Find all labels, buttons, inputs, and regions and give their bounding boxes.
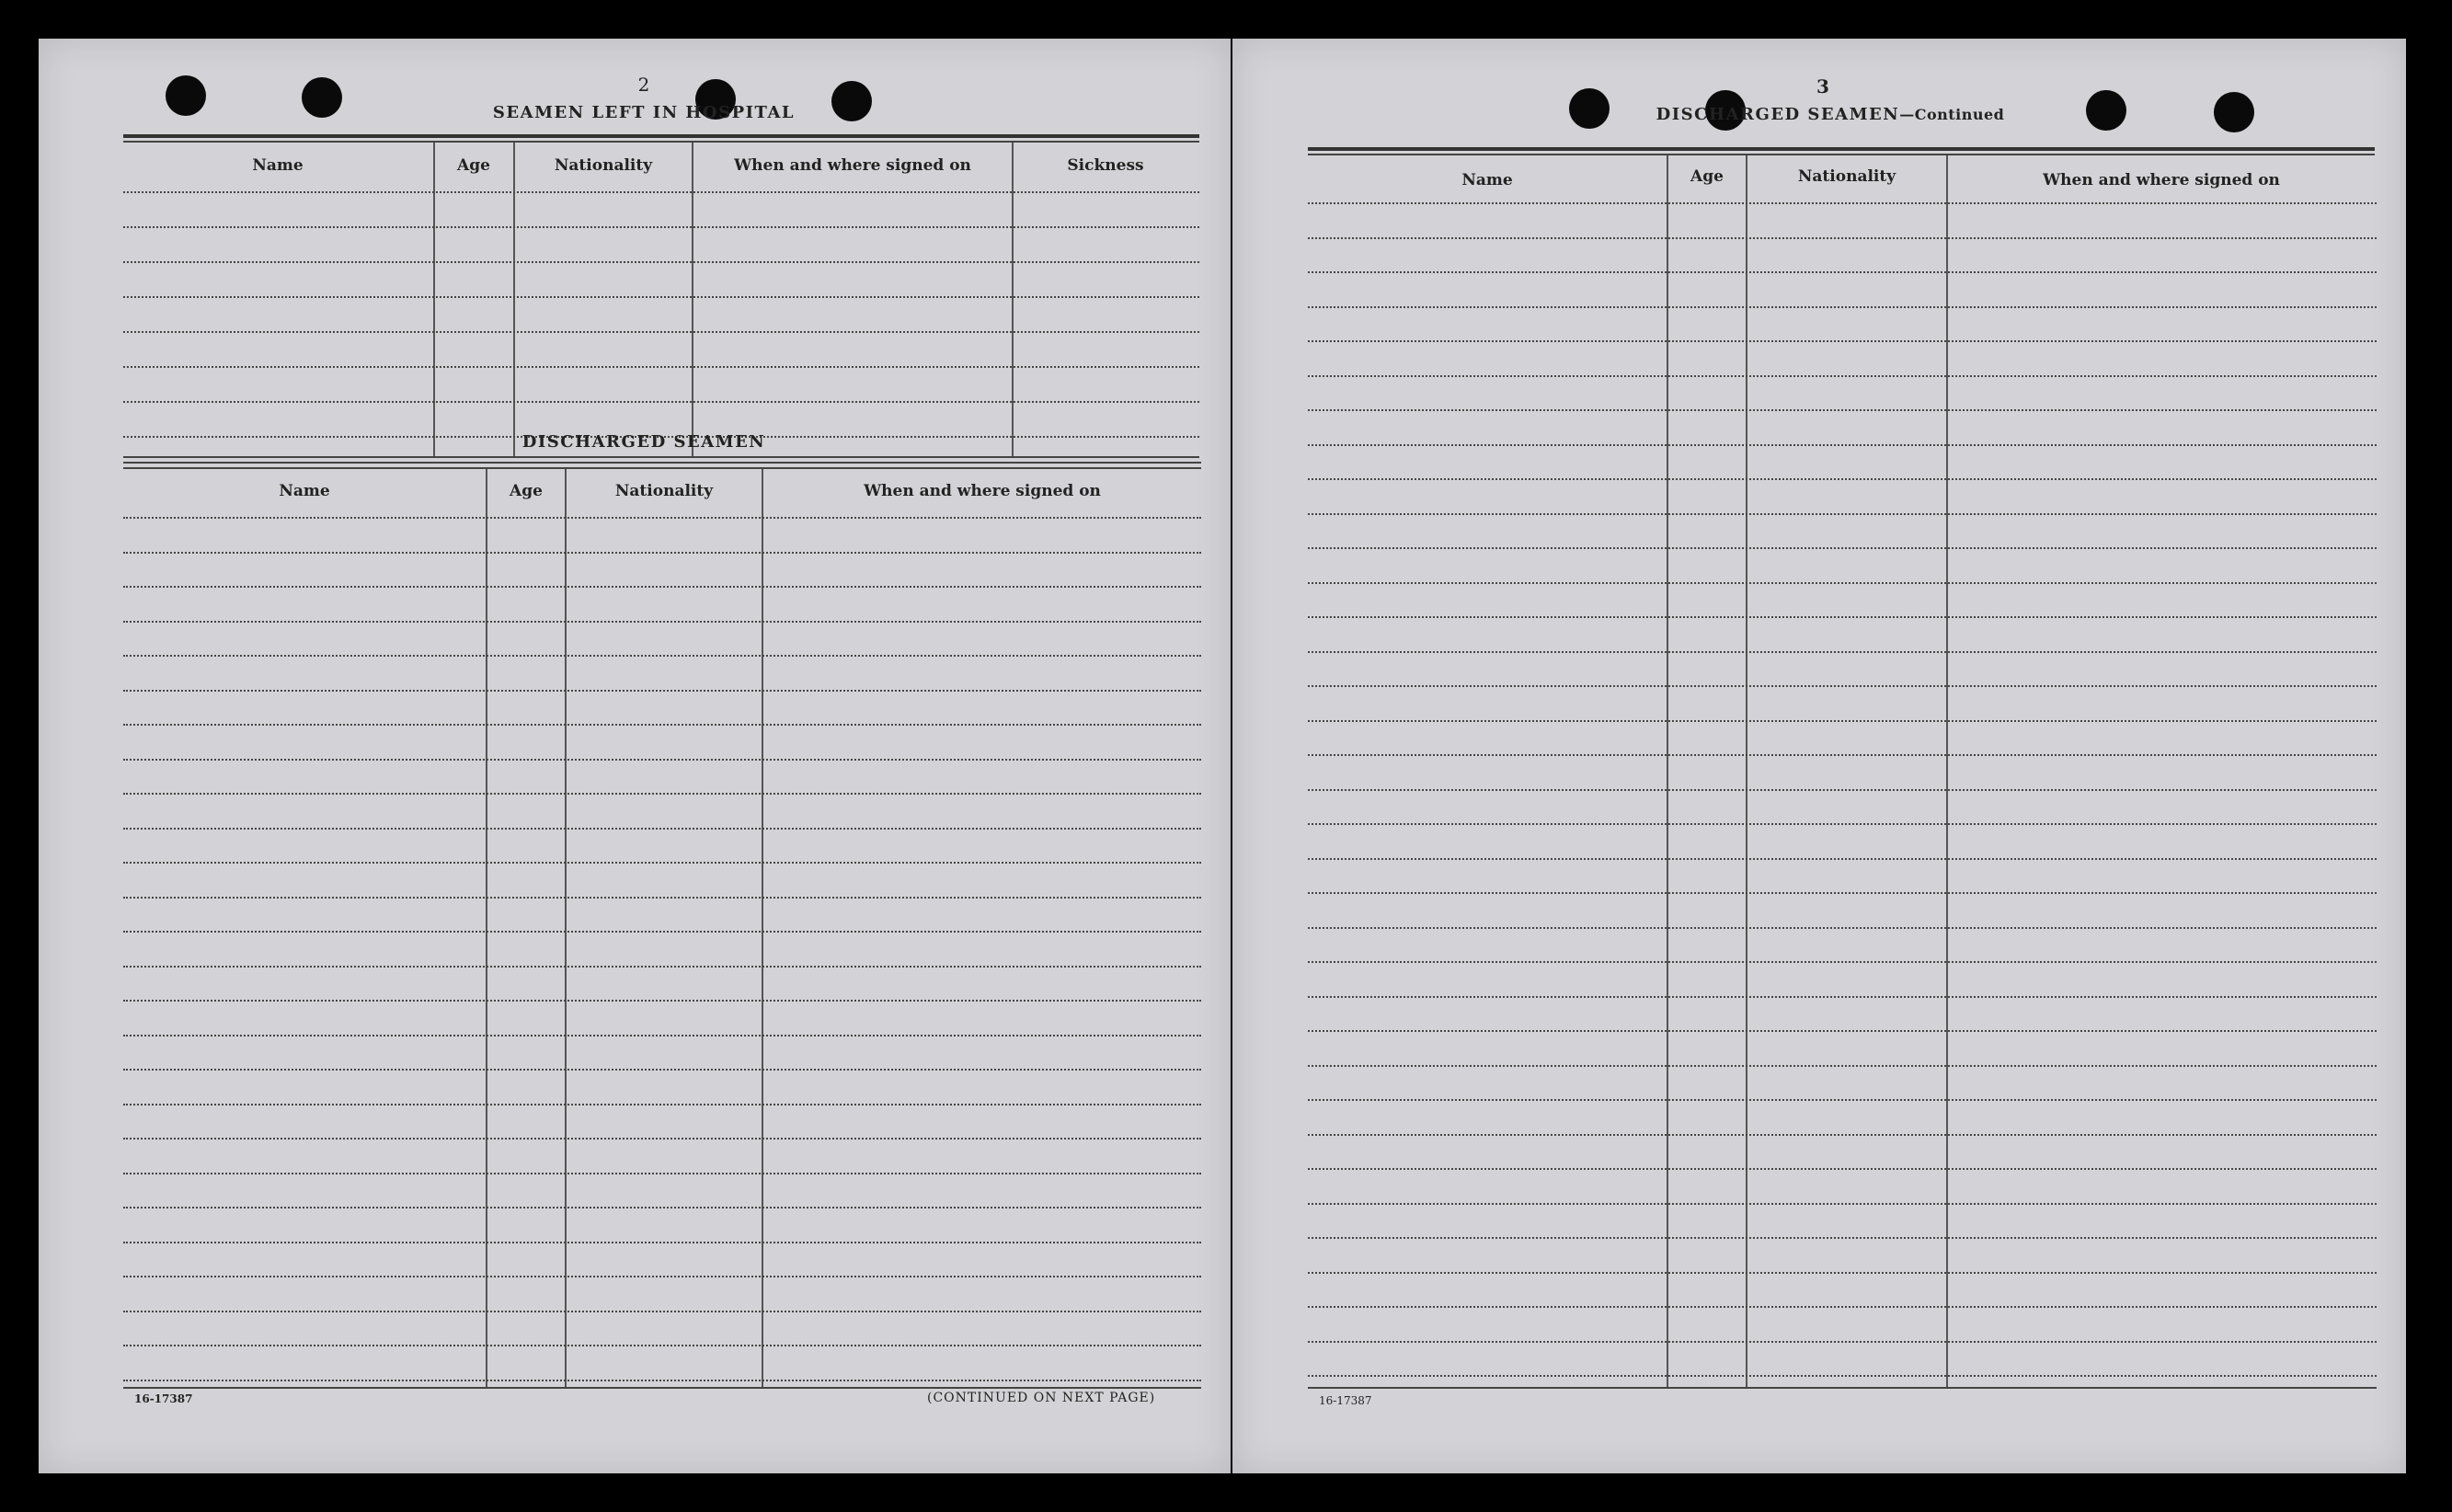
column-header-nationality: Nationality	[554, 156, 653, 175]
column-divider	[762, 469, 763, 1389]
table-row	[123, 1173, 1201, 1174]
column-header: Nationality	[614, 482, 714, 500]
continued-note: (CONTINUED ON NEXT PAGE)	[927, 1391, 1156, 1405]
column-header: Age	[510, 482, 543, 500]
table-row	[1308, 996, 2377, 998]
form-number: 16-17387	[1319, 1394, 1372, 1407]
table-row	[1308, 582, 2377, 584]
table-row	[123, 1104, 1201, 1105]
section-title-hospital: SEAMEN LEFT IN HOSPITAL	[492, 103, 796, 122]
table-row	[1308, 892, 2377, 894]
table-row	[123, 1000, 1201, 1002]
table-row	[123, 966, 1201, 968]
table-row	[123, 793, 1201, 795]
table-row	[1308, 685, 2377, 687]
table-row	[1308, 1203, 2377, 1205]
table-row	[123, 724, 1201, 726]
table-row	[123, 1276, 1201, 1277]
table-row	[1308, 444, 2377, 446]
discharged-table	[39, 39, 1231, 1473]
table-row	[123, 1311, 1201, 1312]
table-row	[1308, 823, 2377, 825]
table-row	[1308, 1237, 2377, 1239]
column-header-age: Age	[457, 156, 490, 175]
table-row	[123, 1035, 1201, 1037]
section-title-text: DISCHARGED SEAMEN	[1656, 105, 1900, 124]
table-row	[1308, 858, 2377, 860]
page-number: 2	[637, 74, 650, 96]
table-row	[1308, 237, 2377, 239]
column-header-name: Name	[1461, 171, 1513, 189]
table-row	[1308, 789, 2377, 791]
table-row	[123, 1380, 1201, 1381]
table-row	[123, 1069, 1201, 1071]
column-header-name: Name	[252, 156, 304, 175]
right-page	[1232, 39, 2406, 1473]
table-row	[1308, 409, 2377, 411]
table-row	[123, 517, 1201, 519]
table-row	[1308, 202, 2377, 204]
column-header-sickness: Sickness	[1067, 156, 1144, 175]
column-divider	[565, 469, 567, 1389]
table-row	[1308, 754, 2377, 756]
table-row	[1308, 1272, 2377, 1274]
table-row	[1308, 1134, 2377, 1136]
column-header-nationality: Nationality	[1797, 167, 1896, 186]
table-row	[1308, 1341, 2377, 1343]
table-top-rule	[123, 462, 1201, 464]
table-row	[1308, 616, 2377, 618]
table-row	[1308, 927, 2377, 929]
table-row	[123, 759, 1201, 761]
table-row	[1308, 720, 2377, 722]
table-row	[123, 552, 1201, 554]
table-row	[1308, 961, 2377, 963]
table-row	[1308, 651, 2377, 653]
form-number: 16-17387	[134, 1392, 193, 1405]
table-bottom-rule	[123, 1387, 1201, 1389]
table-row	[123, 862, 1201, 864]
column-header-signed-on: When and where signed on	[734, 156, 971, 175]
table-top-rule	[123, 467, 1201, 469]
column-divider	[486, 469, 487, 1389]
table-row	[123, 1138, 1201, 1140]
table-row	[123, 1207, 1201, 1208]
column-header: Name	[279, 482, 330, 500]
section-title-discharged: DISCHARGED SEAMEN	[521, 432, 766, 452]
column-header: When and where signed on	[864, 482, 1101, 500]
table-row	[1308, 513, 2377, 515]
column-header-signed-on: When and where signed on	[2043, 171, 2280, 189]
table-row	[123, 828, 1201, 830]
table-row	[1308, 1306, 2377, 1308]
table-row	[1308, 1065, 2377, 1067]
table-row	[123, 1242, 1201, 1243]
table-row	[123, 897, 1201, 899]
table-row	[1308, 547, 2377, 549]
table-row	[1308, 375, 2377, 377]
table-row	[123, 690, 1201, 692]
page-number: 3	[1816, 75, 1829, 97]
table-row	[1308, 478, 2377, 480]
table-row	[1308, 340, 2377, 342]
table-row	[1308, 271, 2377, 273]
table-row	[123, 586, 1201, 588]
table-row	[1308, 1168, 2377, 1170]
table-row	[123, 1345, 1201, 1346]
section-title-suffix: —Continued	[1899, 106, 2005, 123]
table-bottom-rule	[1308, 1387, 2377, 1389]
table-row	[123, 621, 1201, 623]
table-row	[1308, 306, 2377, 308]
table-row	[123, 655, 1201, 657]
table-row	[1308, 1030, 2377, 1032]
table-row	[1308, 1375, 2377, 1377]
table-row	[1308, 1099, 2377, 1101]
table-row	[123, 931, 1201, 933]
left-page	[39, 39, 1231, 1473]
discharged-table	[1232, 39, 2406, 1473]
column-header-age: Age	[1690, 167, 1724, 186]
